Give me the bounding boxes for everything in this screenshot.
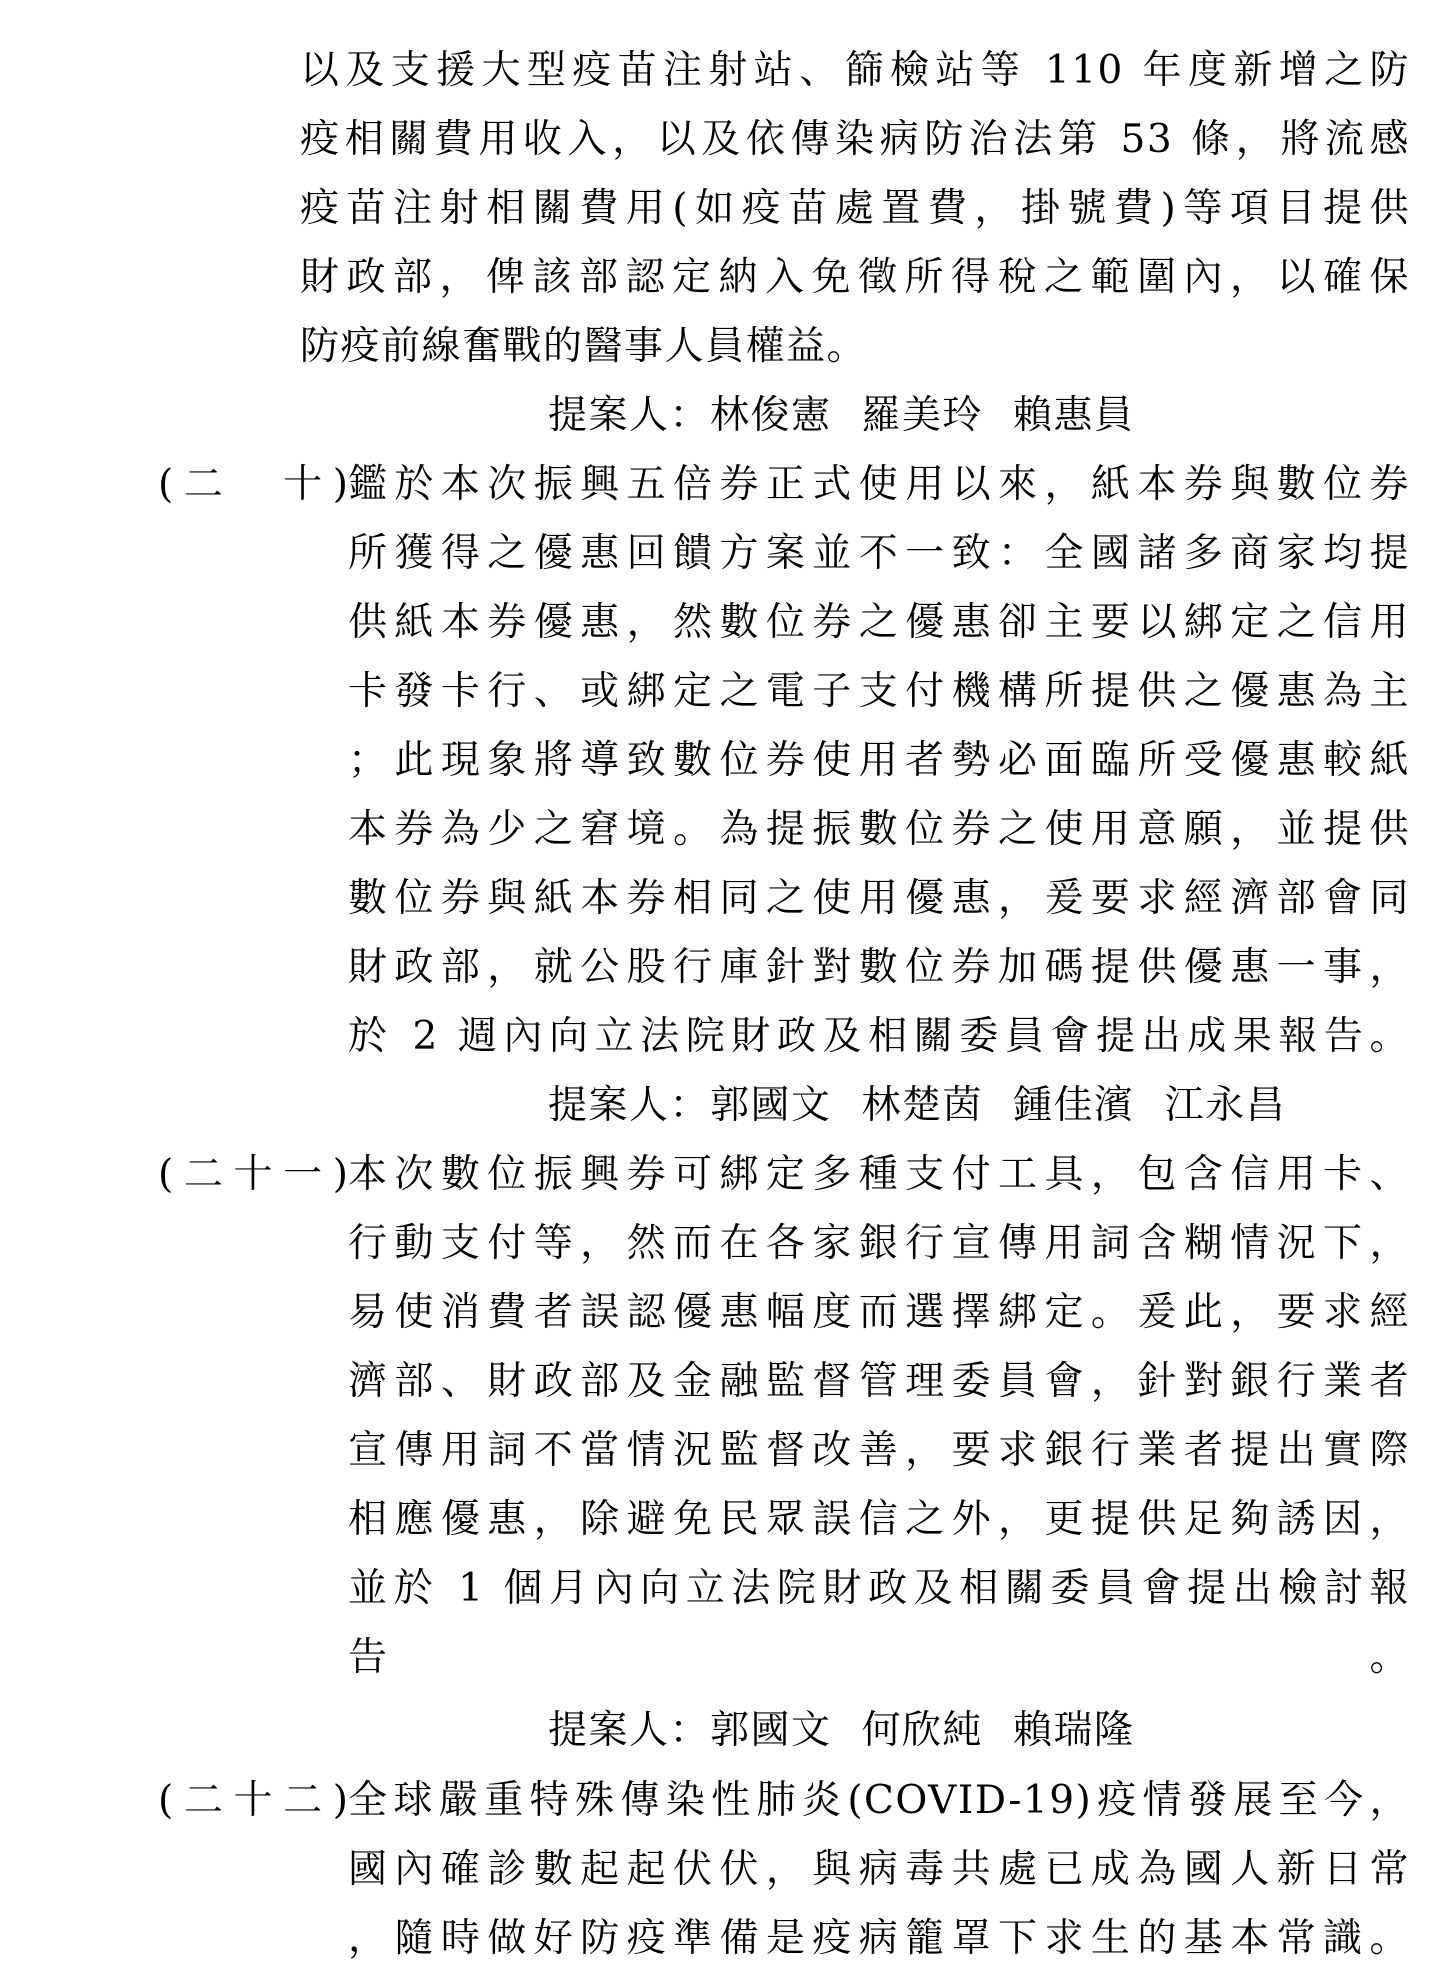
paragraph-line: 全球嚴重特殊傳染性肺炎(COVID-19)疫情發展至今，: [348, 1778, 1410, 1823]
proposer-name: 林楚茵: [861, 1083, 984, 1128]
proposer-label: 提案人：: [548, 1083, 711, 1128]
paragraph-line: 防疫前線奮戰的醫事人員權益。: [300, 324, 868, 369]
paragraph-line: 告。: [348, 1635, 1410, 1680]
paragraph-line: 供紙本券優惠，然數位券之優惠卻主要以綁定之信用: [348, 600, 1410, 645]
proposer-name: 羅美玲: [861, 393, 984, 438]
paragraph-line: 數位券與紙本券相同之使用優惠，爰要求經濟部會同: [348, 876, 1410, 921]
proposer-name: 林俊憲: [710, 393, 832, 438]
paragraph-line: 本券為少之窘境。為提振數位券之使用意願，並提供: [348, 807, 1410, 852]
paragraph-line: 鑑於本次振興五倍券正式使用以來，紙本券與數位券: [348, 462, 1410, 507]
proposer-name: 郭國文: [710, 1708, 832, 1753]
proposer-name: 郭國文: [710, 1083, 832, 1128]
paragraph-line: 所獲得之優惠回饋方案並不一致：全國諸多商家均提: [348, 531, 1410, 576]
proposer-line: [548, 1708, 1165, 1754]
proposer-name: 賴瑞隆: [1013, 1708, 1135, 1753]
paragraph-line: 以及支援大型疫苗注射站、篩檢站等 110 年度新增之防: [300, 48, 1410, 93]
proposer-line: [548, 393, 1165, 439]
proposer-name: 江永昌: [1164, 1083, 1287, 1128]
paragraph-line: 濟部、財政部及金融監督管理委員會，針對銀行業者: [348, 1359, 1410, 1404]
paragraph-line: ，隨時做好防疫準備是疫病籠罩下求生的基本常識。: [348, 1916, 1410, 1961]
paragraph-line: 財政部，俾該部認定納入免徵所得稅之範圍內，以確保: [300, 255, 1410, 300]
item-number: (二 十): [158, 462, 348, 507]
paragraph-line: 宣傳用詞不當情況監督改善，要求銀行業者提出實際: [348, 1428, 1410, 1473]
proposer-label: 提案人：: [548, 1708, 711, 1753]
paragraph-line: 國內確診數起起伏伏，與病毒共處已成為國人新日常: [348, 1847, 1410, 1892]
proposer-name: 賴惠員: [1013, 393, 1135, 438]
paragraph-line: 疫苗注射相關費用(如疫苗處置費，掛號費)等項目提供: [300, 186, 1410, 231]
paragraph-line: 疫相關費用收入，以及依傳染病防治法第 53 條，將流感: [300, 117, 1410, 162]
paragraph-line: 相應優惠，除避免民眾誤信之外，更提供足夠誘因，: [348, 1497, 1410, 1542]
paragraph-line: ；此現象將導致數位券使用者勢必面臨所受優惠較紙: [348, 738, 1410, 783]
paragraph-line: 易使消費者誤認優惠幅度而選擇綁定。爰此，要求經: [348, 1290, 1410, 1335]
paragraph-line: 於 2 週內向立法院財政及相關委員會提出成果報告。: [348, 1014, 1410, 1059]
paragraph-line: 卡發卡行、或綁定之電子支付機構所提供之優惠為主: [348, 669, 1410, 714]
proposer-name: 何欣純: [861, 1708, 984, 1753]
paragraph-line: 並於 1 個月內向立法院財政及相關委員會提出檢討報: [348, 1566, 1410, 1611]
proposer-label: 提案人：: [548, 393, 711, 438]
item-number: (二十一): [158, 1152, 348, 1197]
proposer-name: 鍾佳濱: [1013, 1083, 1135, 1128]
item-number: (二十二): [158, 1778, 348, 1823]
proposer-line: [548, 1083, 1316, 1129]
paragraph-line: 本次數位振興券可綁定多種支付工具，包含信用卡、: [348, 1152, 1410, 1197]
paragraph-line: 行動支付等，然而在各家銀行宣傳用詞含糊情況下，: [348, 1221, 1410, 1266]
paragraph-line: 財政部，就公股行庫針對數位券加碼提供優惠一事，: [348, 945, 1410, 990]
